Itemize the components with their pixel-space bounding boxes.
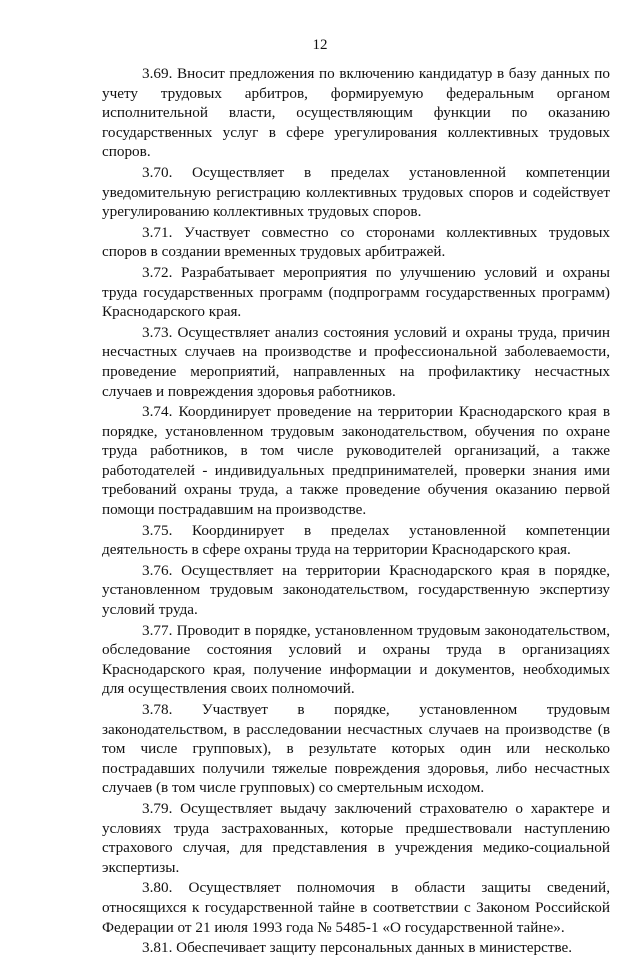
paragraph-3-72: 3.72. Разрабатывает мероприятия по улучшению условий и охраны труда государственных программ (подпрограмм государственных программ) Краснодарского края.: [102, 263, 610, 321]
paragraph-3-76: 3.76. Осуществляет на территории Краснодарского края в порядке, установленном трудовым законодательством, государственную экспертизу условий труда.: [102, 561, 610, 619]
paragraph-3-81: 3.81. Обеспечивает защиту персональных данных в министерстве.: [142, 939, 573, 957]
paragraph-3-69: 3.69. Вносит предложения по включению кандидатур в базу данных по учету трудовых арбитров, формируемую федеральным органом исполнительной власти, осуществляющим функции по оказанию государственных услуг в сфере урегулирования коллективных трудовых споров.: [102, 65, 610, 161]
paragraph-3-80: 3.80. Осуществляет полномочия в области защиты сведений, относящихся к государственной тайне в соответствии с Законом Российской Федерации от 21 июля 1993 года № 5485-1 «О государственной тайне».: [102, 879, 610, 936]
document-body: [102, 64, 610, 959]
paragraph-3-70: 3.70. Осуществляет в пределах установленной компетенции уведомительную регистрацию коллективных трудовых споров и содействует урегулированию коллективных трудовых споров.: [102, 163, 610, 221]
paragraph-3-74: 3.74. Координирует проведение на территории Краснодарского края в порядке, установленном трудовым законодательством, обучения по охране труда работников, в том числе руководителей организаций, а также работодателей - индивидуальных предпринимателей, проверки знания ими требований охраны труда, а также проведение обучения оказанию первой помощи пострадавшим на производстве.: [102, 403, 610, 519]
paragraph-3-71: 3.71. Участвует совместно со сторонами коллективных трудовых споров в создании временных трудовых арбитражей.: [102, 223, 610, 261]
paragraph-3-78: 3.78. Участвует в порядке, установленном трудовым законодательством, в расследовании несчастных случаев на производстве (в том числе групповых), в результате которых один или несколько пострадавших получили тяжелые повреждения здоровья, либо несчастных случаев (в том числе групповых) со смертельным исходом.: [102, 701, 610, 797]
paragraph-3-79: 3.79. Осуществляет выдачу заключений страхователю о характере и условиях труда застрахованных, которые предшествовали наступлению страхового случая, для представления в учреждения медико-социальной экспертизы.: [102, 799, 610, 876]
paragraph-3-73: 3.73. Осуществляет анализ состояния условий и охраны труда, причин несчастных случаев на производстве и профессиональной заболеваемости, проведение мероприятий, направленных на профилактику несчастных случаев и повреждения здоровья работников.: [102, 323, 610, 400]
paragraph-3-75: 3.75. Координирует в пределах установленной компетенции деятельность в сфере охраны труда на территории Краснодарского края.: [102, 521, 610, 559]
paragraph-3-77: 3.77. Проводит в порядке, установленном трудовым законодательством, обследование состояния условий и охраны труда в организациях Краснодарского края, получение информации и документов, необходимых для осуществления своих полномочий.: [102, 621, 610, 698]
page-number: 12: [312, 37, 328, 53]
